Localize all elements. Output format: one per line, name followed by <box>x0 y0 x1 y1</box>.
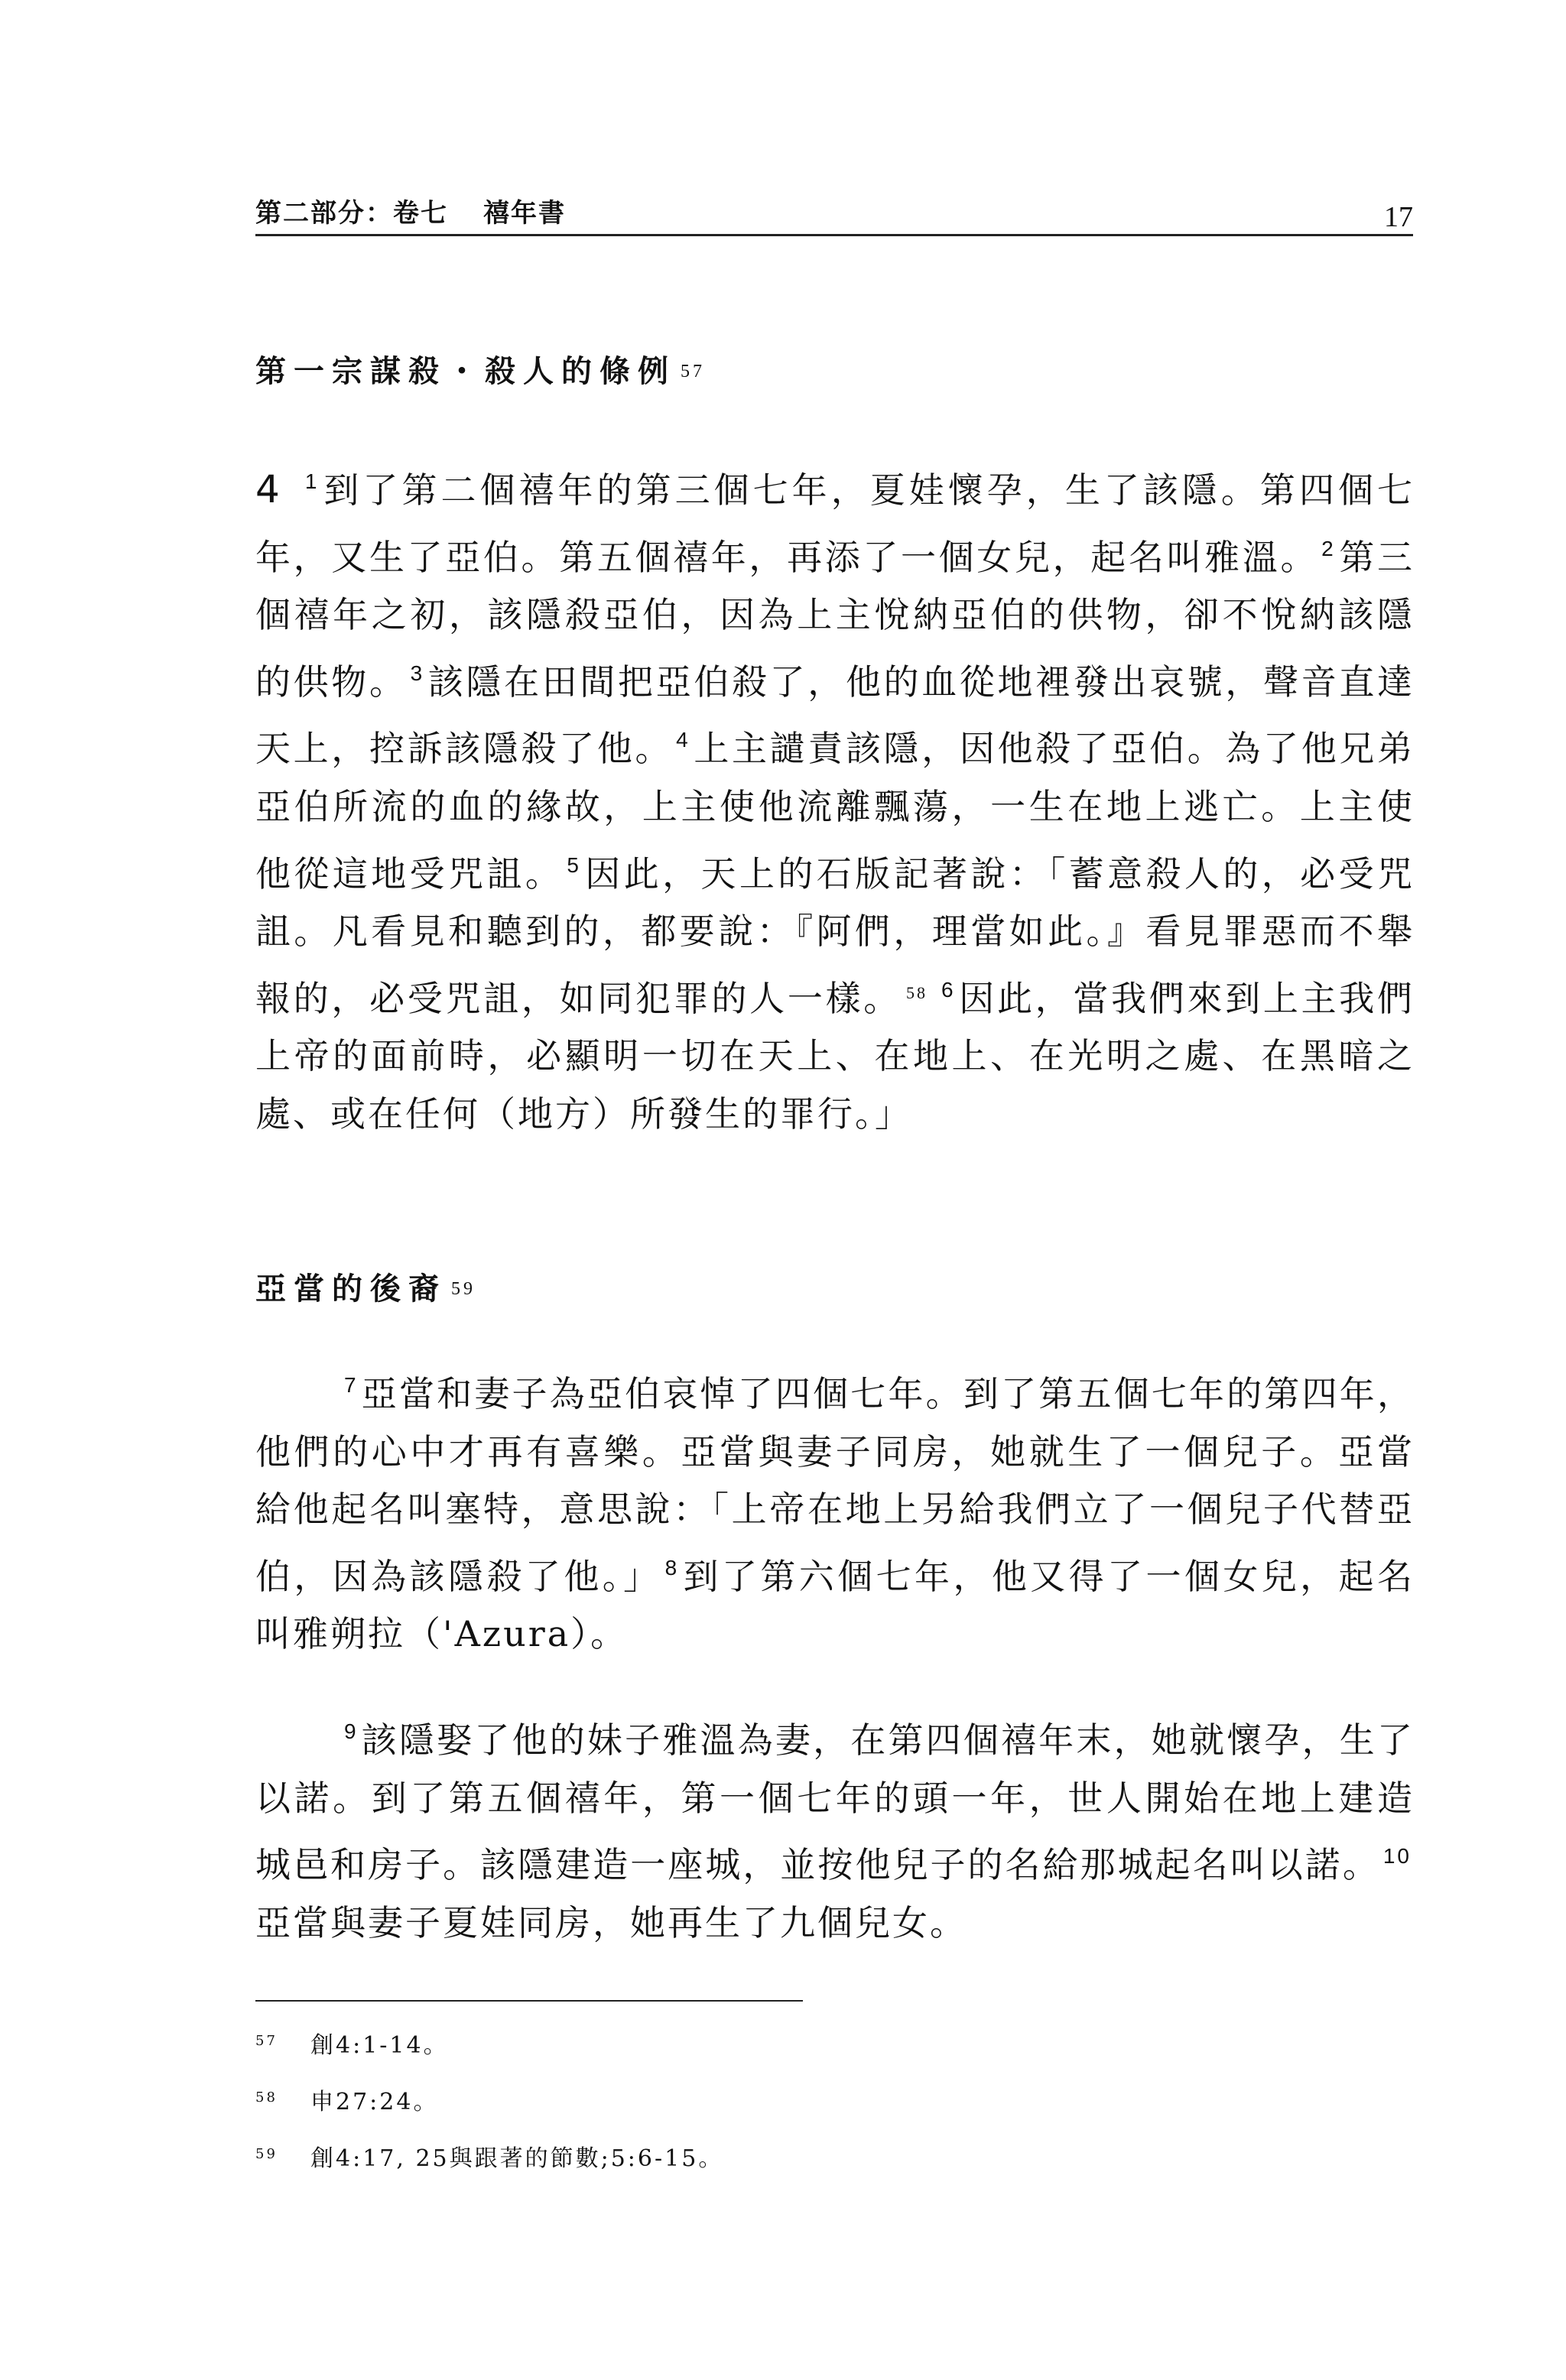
section-title-text: 亞當的後裔 <box>255 1271 447 1307</box>
footnote-divider <box>255 2000 803 2002</box>
footnote-ref: 59 <box>451 1279 476 1299</box>
section-heading-murder <box>255 347 705 391</box>
verse-number: 2 <box>1321 536 1336 560</box>
verse-number: 10 <box>1382 1844 1412 1869</box>
footnote-ref: 58 <box>905 982 928 1002</box>
footnote-text: 申27:24。 <box>310 2089 439 2115</box>
verse-number: 3 <box>410 661 425 685</box>
section-title-text: 第一宗謀殺・殺人的條例 <box>255 354 676 389</box>
paragraph-verses-7-8 <box>255 1356 1415 1664</box>
verse-text: 到了第六個七年，他又得了一個女兒，起名叫雅朔拉（'Azura）。 <box>255 1555 1415 1655</box>
paragraph-verses-9-10 <box>255 1703 1415 1952</box>
page-number: 17 <box>1384 201 1413 233</box>
footnote <box>255 2083 438 2116</box>
footnote <box>255 2026 449 2060</box>
verse-number: 1 <box>304 469 320 493</box>
verse-text: 上主譴責該隱，因他殺了亞伯。為了他兄弟亞伯所流的血的緣故，上主使他流離飄蕩，一生在地上逃亡。上主使他從這地受咒詛。 <box>255 728 1415 895</box>
verse-number: 6 <box>941 977 956 1002</box>
footnote-text: 創4:1-14。 <box>310 2032 449 2059</box>
verse-number: 7 <box>344 1373 359 1397</box>
footnote-number: 57 <box>255 2033 278 2049</box>
running-header <box>255 191 1413 236</box>
footnote <box>255 2139 723 2173</box>
verse-text: 第三個禧年之初，該隱殺亞伯，因為上主悅納亞伯的供物，卻不悅納該隱的供物。 <box>255 536 1415 703</box>
verse-number: 8 <box>664 1555 680 1580</box>
verse-text: 因此，當我們來到上主我們上帝的面前時，必顯明一切在天上、在地上、在光明之處、在黑暗之處、或在任何（地方）所發生的罪行。」 <box>255 977 1415 1135</box>
footnote-number: 58 <box>255 2089 278 2106</box>
verse-text: 亞當和妻子為亞伯哀悼了四個七年。到了第五個七年的第四年，他們的心中才再有喜樂。亞當與妻子同房，她就生了一個兒子。亞當給他起名叫塞特，意思說：「上帝在地上另給我們立了一個兒子代替亞伯，因為該隱殺了他。」 <box>255 1373 1415 1597</box>
verse-text: 因此，天上的石版記著說：「蓄意殺人的，必受咒詛。凡看見和聽到的，都要說：『阿們，理當如此。』看見罪惡而不舉報的，必受咒詛，如同犯罪的人一樣。 <box>255 852 1415 1019</box>
footnote-number: 59 <box>255 2146 278 2162</box>
header-title <box>255 192 566 229</box>
footnote-text: 創4:17, 25與跟著的節數;5:6-15。 <box>310 2145 724 2172</box>
section-heading-descendants <box>255 1265 476 1308</box>
paragraph-chapter-4 <box>255 453 1415 1144</box>
header-part: 第二部分：卷七 <box>255 198 448 229</box>
verse-text: 該隱娶了他的妹子雅溫為妻，在第四個禧年末，她就懷孕，生了以諾。到了第五個禧年，第一個七年的頭一年，世人開始在地上建造城邑和房子。該隱建造一座城，並按他兒子的名給那城起名叫以諾。 <box>255 1719 1415 1886</box>
verse-number: 9 <box>344 1719 359 1743</box>
header-book: 禧年書 <box>483 198 566 229</box>
verse-text: 亞當與妻子夏娃同房，她再生了九個兒女。 <box>255 1901 967 1943</box>
chapter-number: 4 <box>255 467 282 511</box>
verse-text: 到了第二個禧年的第三個七年，夏娃懷孕，生了該隱。第四個七年，又生了亞伯。第五個禧年，再添了一個女兒，起名叫雅溫。 <box>255 469 1415 578</box>
verse-number: 5 <box>567 852 581 877</box>
verse-text: 該隱在田間把亞伯殺了，他的血從地裡發出哀號，聲音直達天上，控訴該隱殺了他。 <box>255 661 1415 770</box>
verse-number: 4 <box>676 728 690 752</box>
footnote-ref: 57 <box>681 362 705 382</box>
